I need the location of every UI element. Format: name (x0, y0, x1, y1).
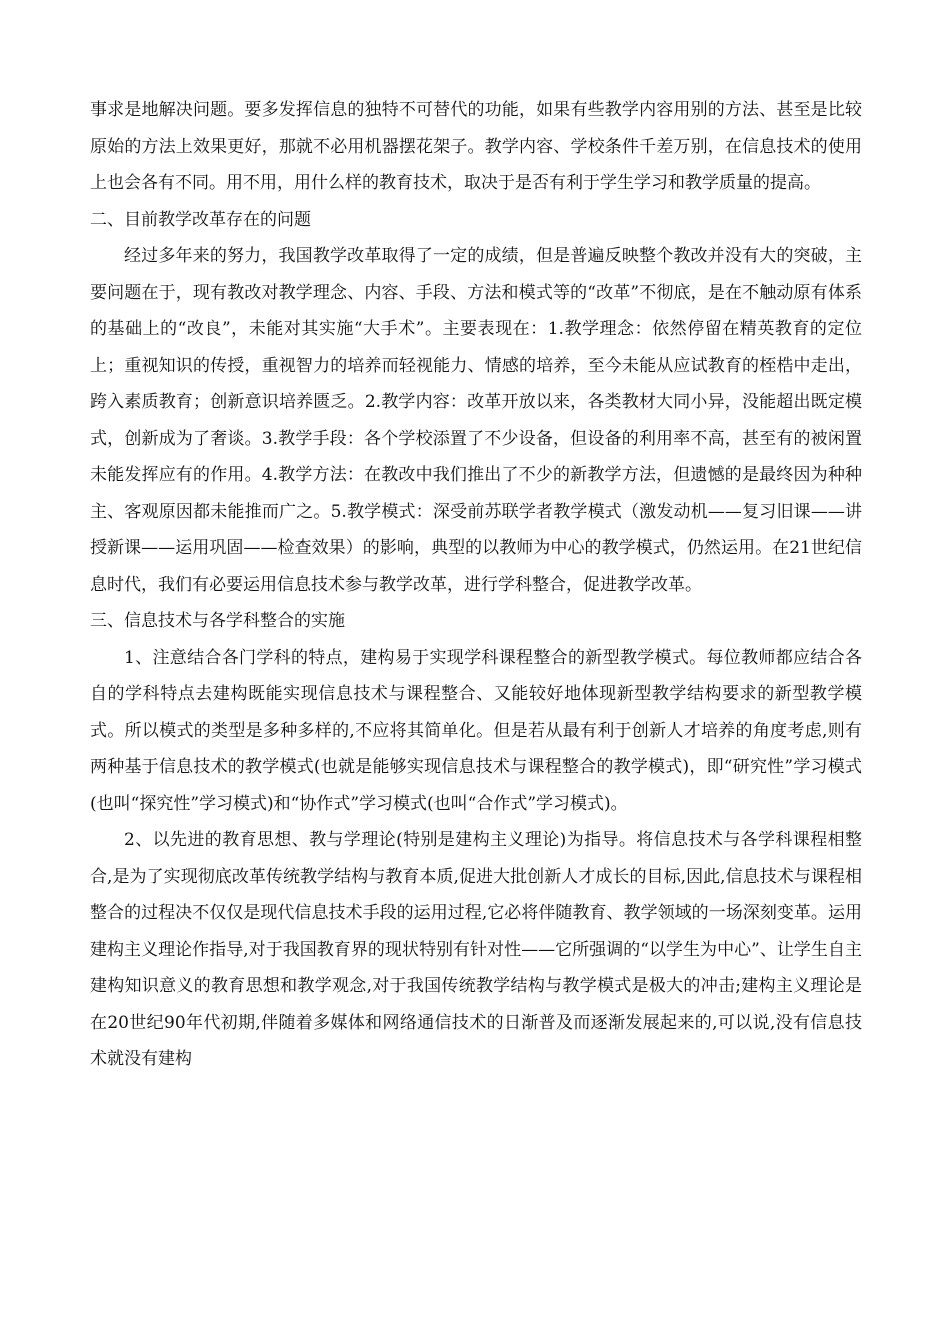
paragraph-point-2: 2、以先进的教育思想、教与学理论(特别是建构主义理论)为指导。将信息技术与各学科课程相整合,是为了实现彻底改革传统教学结构与教育本质,促进大批创新人才成长的目标,因此,信息技术与课程相整合的过程决不仅仅是现代信息技术手段的运用过程,它必将伴随教育、教学领域的一场深刻变革。运用建构主义理论作指导,对于我国教育界的现状特别有针对性——它所强调的“以学生为中心”、让学生自主建构知识意义的教育思想和教学观念,对于我国传统教学结构与教学模式是极大的冲击;建构主义理论是在20世纪90年代初期,伴随着多媒体和网络通信技术的日渐普及而逐渐发展起来的,可以说,没有信息技术就没有建构 (90, 830, 862, 1069)
document-page (90, 92, 862, 1078)
paragraph-point-1: 1、注意结合各门学科的特点，建构易于实现学科课程整合的新型教学模式。每位教师都应结合各自的学科特点去建构既能实现信息技术与课程整合、又能较好地体现新型教学结构要求的新型教学模式。所以模式的类型是多种多样的,不应将其简单化。但是若从最有利于创新人才培养的角度考虑,则有两种基于信息技术的教学模式(也就是能够实现信息技术与课程整合的教学模式)，即“研究性”学习模式(也叫“探究性”学习模式)和“协作式”学习模式(也叫“合作式”学习模式)。 (90, 647, 862, 814)
section-heading-problems: 二、目前教学改革存在的问题 (90, 209, 311, 230)
paragraph-problems: 经过多年来的努力，我国教学改革取得了一定的成绩，但是普遍反映整个教改并没有大的突破，主要问题在于，现有教改对教学理念、内容、手段、方法和模式等的“改革”不彻底，是在不触动原有体系的基础上的“改良”，未能对其实施“大手术”。主要表现在：1.教学理念：依然停留在精英教育的定位上；重视知识的传授，重视智力的培养而轻视能力、情感的培养，至今未能从应试教育的桎梏中走出，跨入素质教育；创新意识培养匮乏。2.教学内容：改革开放以来，各类教材大同小异，没能超出既定模式，创新成为了奢谈。3.教学手段：各个学校添置了不少设备，但设备的利用率不高，甚至有的被闲置未能发挥应有的作用。4.教学方法：在教改中我们推出了不少的新教学方法，但遗憾的是最终因为种种主、客观原因都未能推而广之。5.教学模式：深受前苏联学者教学模式（激发动机——复习旧课——讲授新课——运用巩固——检查效果）的影响，典型的以教师为中心的教学模式，仍然运用。在21世纪信息时代，我们有必要运用信息技术参与教学改革，进行学科整合，促进教学改革。 (90, 246, 862, 595)
paragraph-continuation: 事求是地解决问题。要多发挥信息的独特不可替代的功能，如果有些教学内容用别的方法、甚至是比较原始的方法上效果更好，那就不必用机器摆花架子。教学内容、学校条件千差万别，在信息技术的使用上也会各有不同。用不用，用什么样的教育技术，取决于是否有利于学生学习和教学质量的提高。 (90, 100, 862, 193)
section-heading-implementation: 三、信息技术与各学科整合的实施 (90, 611, 345, 631)
